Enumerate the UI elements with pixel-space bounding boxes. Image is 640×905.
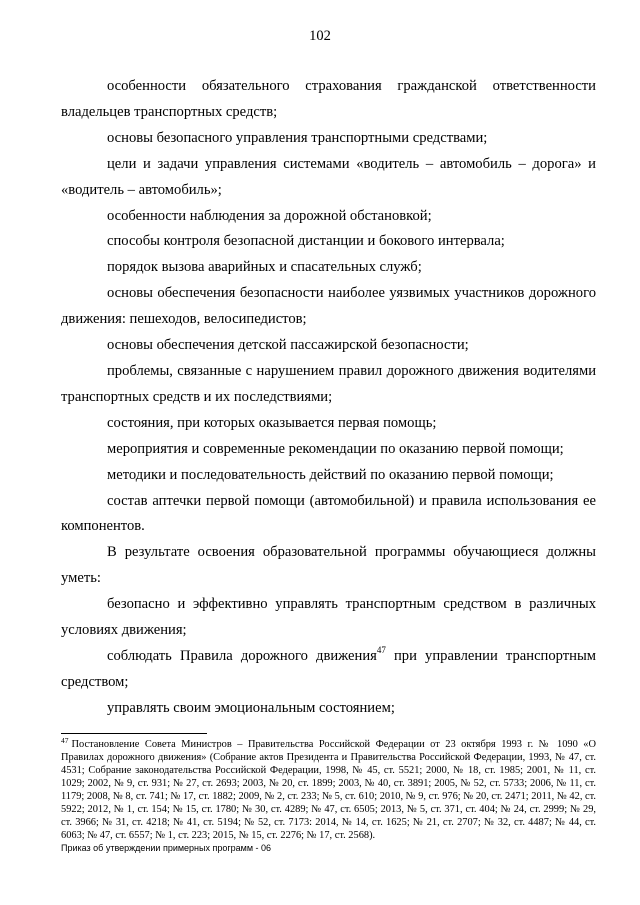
paragraph: В результате освоения образовательной программы обучающиеся должны уметь: xyxy=(61,544,596,587)
page-number: 102 xyxy=(309,28,331,44)
footnote-text: Постановление Совета Министров – Правительства Российской Федерации от 23 октября 1993 г. № 1090 «О Правилах дорожного движения» (Собрание актов Президента и Правительства Российской Федерации, 1993, № 47, ст. 4531; Собрание законодательства Российской Федерации, 1998, № 45, ст. 5521; 2000, № 18, ст. 1985; 2001, № 11, ст. 1029; 2002, № 9, ст. 931; № 27, ст. 2693; 2003, № 20, ст. 1899; 2003, № 40, ст. 3891; 2005, № 52, ст. 5733; 2006, № 11, ст. 1179; 2008, № 8, ст. 741; № 17, ст. 1882; 2009, № 2, ст. 233; № 5, ст. 610; 2010, № 9, ст. 976; № 20, ст. 2471; 2011, № 42, ст. 5922; 2012, № 1, ст. 154; № 15, ст. 1780; № 30, ст. 4289; № 47, ст. 6505; 2013, № 5, ст. 371, ст. 404; № 24, ст. 2999; № 29, ст. 3966; № 31, ст. 4218; № 41, ст. 5194; № 52, ст. 7173: 2014, № 14, ст. 1625; № 21, ст. 2707; № 32, ст. 4487; № 44, ст. 6063; № 47, ст. 6557; № 1, ст. 223; 2015, № 15, ст. 2276; № 17, ст. 2568). xyxy=(61,739,596,841)
footnote-number: 47 xyxy=(61,736,69,745)
paragraph: основы безопасного управления транспортными средствами; xyxy=(107,129,488,146)
footnote-reference: 47 xyxy=(376,644,386,655)
paragraph: мероприятия и современные рекомендации по оказанию первой помощи; xyxy=(107,440,564,457)
footnote xyxy=(61,738,596,842)
paragraph: особенности наблюдения за дорожной обстановкой; xyxy=(107,207,432,224)
paragraph: порядок вызова аварийных и спасательных служб; xyxy=(107,259,422,276)
paragraph-with-footnote-ref xyxy=(61,644,596,696)
footnote-separator xyxy=(61,733,207,734)
paragraph: состав аптечки первой помощи (автомобильной) и правила использования ее компонентов. xyxy=(61,492,596,535)
paragraph: цели и задачи управления системами «водитель – автомобиль – дорога» и «водитель – автомобиль»; xyxy=(61,155,596,198)
paragraph-text: соблюдать Правила дорожного движения xyxy=(107,647,377,664)
paragraph: проблемы, связанные с нарушением правил дорожного движения водителями транспортных средств и их последствиями; xyxy=(61,362,596,405)
paragraph: способы контроля безопасной дистанции и бокового интервала; xyxy=(107,233,505,250)
paragraph: методики и последовательность действий по оказанию первой помощи; xyxy=(107,466,554,483)
document-footer: Приказ об утверждении примерных программ - 06 xyxy=(61,843,272,853)
paragraph: безопасно и эффективно управлять транспортным средством в различных условиях движения; xyxy=(61,596,596,639)
paragraph-text: при управлении транспортным средством; xyxy=(61,647,596,690)
paragraph: управлять своим эмоциональным состоянием; xyxy=(107,699,395,716)
paragraph: особенности обязательного страхования гражданской ответственности владельцев транспортных средств; xyxy=(61,78,596,120)
paragraph: основы обеспечения безопасности наиболее уязвимых участников дорожного движения: пешеходов, велосипедистов; xyxy=(61,285,596,328)
paragraph: основы обеспечения детской пассажирской безопасности; xyxy=(107,337,469,354)
document-body xyxy=(61,74,596,722)
paragraph: состояния, при которых оказывается первая помощь; xyxy=(107,414,437,431)
